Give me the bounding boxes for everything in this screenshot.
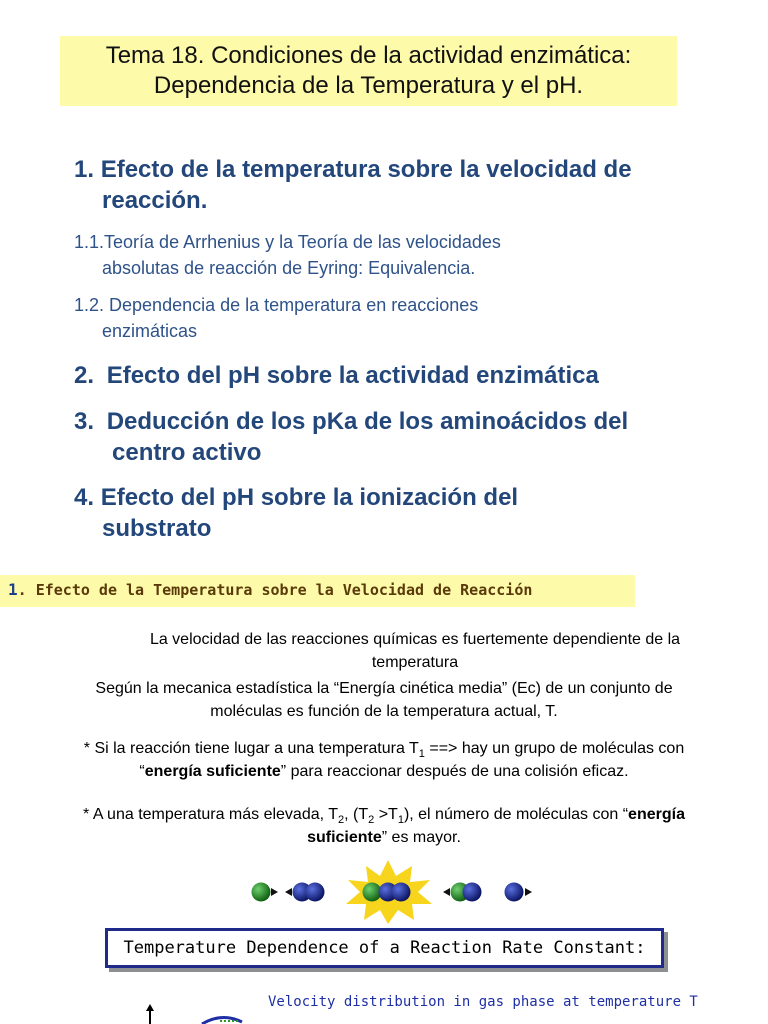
paragraph-4-period: . xyxy=(456,829,461,846)
molecule-product-right xyxy=(443,883,482,902)
subscript-t2-b: 2 xyxy=(368,814,375,827)
outline-item-1-2-line-1: 1.2. Dependencia de la temperatura en reacciones xyxy=(74,295,479,315)
paragraph-3-quote-open: “ xyxy=(139,763,145,780)
outline-item-4 xyxy=(74,482,518,513)
outline-item-3-line-1: Deducción de los pKa de los aminoácidos del xyxy=(106,408,629,435)
paragraph-4-text-d: ), xyxy=(403,806,419,823)
paragraph-4-text-e: el número de moléculas con “ xyxy=(418,806,629,823)
paragraph-4-text-c: >T xyxy=(374,806,398,823)
outline-item-4-line-1: Efecto del pH sobre la ionización del xyxy=(100,484,519,511)
molecule-collision-illustration xyxy=(240,858,550,926)
outline-item-3-line-2: centro activo xyxy=(112,439,262,466)
molecule-green-left xyxy=(252,883,279,902)
outline-item-2-num: 2. xyxy=(74,362,95,389)
section-number: 1 xyxy=(8,580,18,599)
paragraph-4-bold-sufficient: suficiente xyxy=(307,829,382,846)
paragraph-3-bold-energy: energía suficiente xyxy=(144,763,281,780)
outline-item-1-line-2: reacción. xyxy=(102,187,208,214)
paragraph-2 xyxy=(0,677,768,723)
figure-title: Temperature Dependence of a Reaction Rate Constant: xyxy=(123,938,646,958)
figure-title-box xyxy=(105,928,664,968)
paragraph-1-line-2: temperatura xyxy=(371,654,459,671)
y-axis-arrow xyxy=(146,1004,154,1024)
title-line-2: Dependencia de la Temperatura y el pH. xyxy=(153,72,584,99)
outline-item-2 xyxy=(74,360,599,391)
paragraph-3 xyxy=(0,737,768,783)
section-heading xyxy=(8,580,532,599)
molecule-blue-pair-left xyxy=(285,883,325,902)
outline-item-4-num: 4. xyxy=(74,484,95,511)
molecule-blue-right xyxy=(505,883,533,902)
paragraph-2-line-1: Según la mecanica estadística la “Energía cinética media” (Ec) de un conjunto de xyxy=(95,680,673,697)
distribution-curve-top xyxy=(202,1017,242,1024)
paragraph-4-text-a: * A una temperatura más elevada, T xyxy=(83,806,338,823)
outline-item-1 xyxy=(74,154,632,185)
subscript-t2-a: 2 xyxy=(338,814,345,827)
outline-item-1-1-line-2: absolutas de reacción de Eyring: Equivalencia. xyxy=(102,258,476,278)
outline-item-3-num: 3. xyxy=(74,408,95,435)
section-separator: . xyxy=(17,581,27,599)
distribution-plot-partial xyxy=(140,1002,250,1024)
paragraph-3-text-a: * Si la reacción tiene lugar a una temperatura T xyxy=(83,740,419,757)
outline-item-1-1-line-1: 1.1.Teoría de Arrhenius y la Teoría de las velocidades xyxy=(74,232,501,252)
outline-item-1-line-1: Efecto de la temperatura sobre la velocidad de xyxy=(100,156,632,183)
subscript-t1: 1 xyxy=(418,748,425,761)
title-line-1: Tema 18. Condiciones de la actividad enzimática: xyxy=(105,42,632,69)
distribution-caption: Velocity distribution in gas phase at temperature T xyxy=(268,994,698,1010)
title-box xyxy=(60,36,677,106)
paragraph-3-period: . xyxy=(624,763,629,780)
outline-item-1-num: 1. xyxy=(74,156,95,183)
collision-burst xyxy=(346,860,432,924)
outline-item-4-line-2: substrato xyxy=(102,515,212,542)
section-title: Efecto de la Temperatura sobre la Velocidad de Reacción xyxy=(35,581,533,599)
paragraph-3-text-e: ” para reaccionar después de una colisión eficaz xyxy=(280,763,625,780)
paragraph-4-text-b: , (T xyxy=(344,806,369,823)
outline-item-2-line-1: Efecto del pH sobre la actividad enzimática xyxy=(106,362,599,389)
paragraph-1-line-1: La velocidad de las reacciones químicas es fuertemente dependiente de la xyxy=(149,631,681,648)
paragraph-1 xyxy=(80,628,750,674)
paragraph-4-text-h: ” es mayor xyxy=(381,829,457,846)
paragraph-3-text-b: ==> hay un grupo de moléculas con xyxy=(424,740,685,757)
paragraph-2-line-2: moléculas es función de la temperatura actual, T. xyxy=(210,703,558,720)
paragraph-4 xyxy=(0,803,768,849)
outline-item-3 xyxy=(74,406,628,437)
subscript-t1-b: 1 xyxy=(397,814,404,827)
outline-item-1-2-line-2: enzimáticas xyxy=(102,321,198,341)
paragraph-4-bold-energy: energía xyxy=(628,806,685,823)
